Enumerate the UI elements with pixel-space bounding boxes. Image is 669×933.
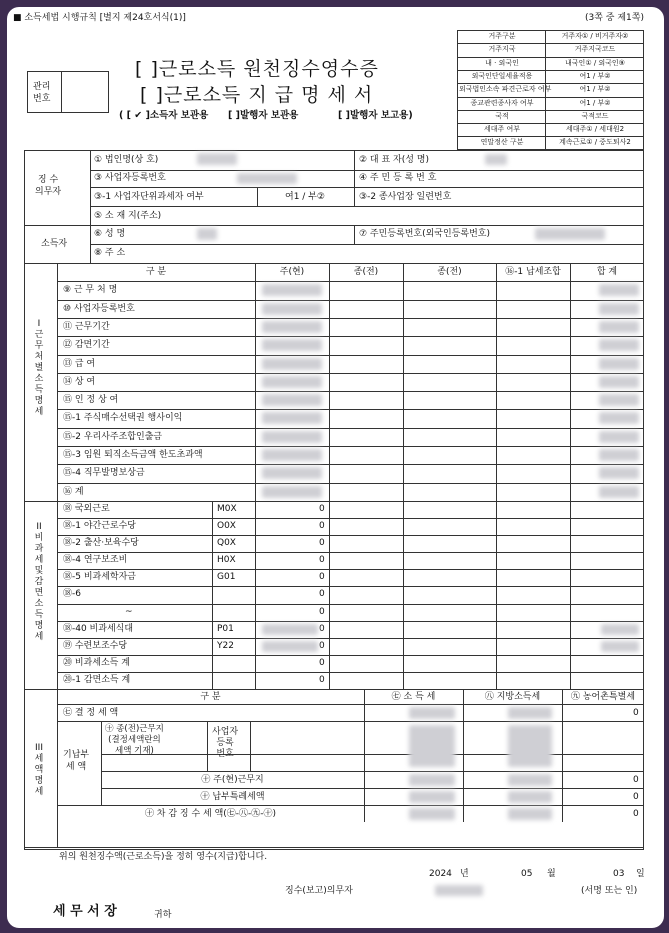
income-row-label: ⑩ 사업자등록번호 (63, 303, 135, 314)
nontax-row-label: ~ (125, 606, 133, 617)
residency-label: 외국인단일세율적용 (471, 71, 533, 80)
mgmt-label: 관리 번호 (33, 82, 51, 104)
nontax-section-label: II 비과세및감면소득명세 (34, 522, 44, 642)
nontax-zero: 0 (319, 521, 325, 531)
sub-biz-label: ③-2 종사업장 일련번호 (359, 192, 452, 202)
footer-statement: 위의 원천징수액(근로소득)을 정히 영수(지급)합니다. (59, 852, 268, 862)
nontax-row-code: G01 (217, 572, 236, 583)
nontax-row-code: P01 (217, 623, 234, 634)
copy-payer: [ ]발행자 보관용 (228, 110, 299, 121)
unit-tax-label: ③-1 사업자단위과세자 여부 (94, 192, 204, 202)
income-row-label: ⑮-2 우리사주조합인출금 (63, 431, 163, 442)
nontax-row-code: M0X (217, 503, 237, 514)
residency-label: 거주지국 (488, 45, 516, 54)
footer-payer-label: 징수(보고)의무자 (285, 886, 353, 896)
residency-value: 국적코드 (581, 111, 609, 120)
special-tax-label: ㊉ 납부특례세액 (200, 792, 265, 802)
income-header: 구 분 (145, 267, 167, 277)
nontax-row-label: ⑱-1 야간근로수당 (63, 521, 136, 531)
income-row-label: ⑯ 계 (63, 486, 84, 497)
nontax-row-label: ⑱-5 비과세학자금 (63, 572, 136, 583)
residency-label: 국적 (495, 111, 509, 120)
residency-label: 연말정산 구분 (480, 138, 524, 147)
income-header: 합 계 (596, 267, 618, 277)
footer-month-unit: 월 (547, 869, 556, 879)
biz-reg-label: 사업자 등록 번호 (212, 727, 239, 759)
regulation-text: ■ 소득세법 시행규칙 [별지 제24호서식(1)] (13, 13, 186, 23)
tax-header-local: ㊇ 지방소득세 (484, 692, 541, 702)
footer-day: 03 (613, 869, 625, 879)
residency-label: 세대주 여부 (483, 125, 521, 134)
tax-header-income: ㊆ 소 득 세 (391, 692, 436, 702)
payer-resident-no-label: ④ 주 민 등 록 번 호 (359, 173, 437, 183)
income-row-label: ⑮-4 직무발명보상금 (63, 468, 145, 479)
copy-report: [ ]발행자 보고용) (338, 110, 413, 121)
rep-name-label: ② 대 표 자(성 명) (359, 155, 430, 165)
nontax-zero: 0 (319, 674, 325, 685)
nontax-row-code: Y22 (217, 640, 234, 651)
residency-label: 외국법인소속 파견근로자 여부 (459, 85, 552, 94)
footer-day-unit: 일 (636, 869, 645, 879)
page-count: (3쪽 중 제1쪽) (585, 13, 644, 23)
title-receipt: [ ]근로소득 원천징수영수증 (135, 58, 379, 80)
tax-header-rural: ㊈ 농어촌특별세 (570, 692, 636, 702)
nontax-row-code: H0X (217, 555, 236, 566)
nontax-zero: 0 (319, 589, 325, 600)
residency-value: 세대주① / 세대원2 (565, 125, 625, 134)
prepaid-tax-label: 기납부 세 액 (63, 750, 90, 772)
nontax-row-label: ⑱-40 비과세식대 (63, 623, 134, 634)
nontax-zero: 0 (319, 657, 325, 668)
nontax-row-code: O0X (217, 521, 236, 531)
diff-tax-label: ㊉ 차 감 징 수 세 액(㊆-㊇-㊈-㊉) (144, 809, 277, 819)
footer-month: 05 (521, 869, 533, 879)
nontax-row-label: ⑱-4 연구보조비 (63, 555, 128, 566)
tax-zero: 0 (633, 809, 639, 819)
income-header: 주(현) (279, 267, 305, 277)
nontax-row-code: Q0X (217, 538, 236, 549)
footer-year-unit: 년 (460, 869, 469, 879)
nontax-row-label: ⑱-6 (63, 589, 81, 600)
footer-year: 2024 (429, 869, 452, 879)
residency-label: 거주구분 (488, 32, 516, 40)
title-statement: [ ]근로소득 지 급 명 세 서 (140, 84, 374, 106)
nontax-zero: 0 (319, 503, 325, 514)
determined-tax-label: ㊆ 결 정 세 액 (63, 708, 119, 718)
nontax-zero: 0 (319, 538, 325, 549)
income-header: 종(전) (437, 267, 462, 277)
copy-earner: ( [ ✔ ]소득자 보관용 (119, 110, 209, 121)
residency-value: 거주지국코드 (574, 45, 616, 54)
nontax-row-label: ⑳-1 감면소득 계 (63, 674, 131, 685)
biz-no-label: ③ 사업자등록번호 (94, 173, 166, 183)
income-row-label: ⑮-1 주식매수선택권 행사이익 (63, 413, 183, 424)
tax-header-category: 구 분 (200, 692, 221, 702)
residency-label: 종교관련종사자 여부 (470, 98, 534, 107)
income-row-label: ⑪ 근무기간 (63, 321, 110, 332)
income-row-label: ⑫ 감면기간 (63, 340, 110, 351)
residency-value: 거주자① / 비거주자② (561, 32, 629, 40)
nontax-zero: 0 (319, 606, 325, 617)
nontax-row-label: ⑱-2 출산·보육수당 (63, 538, 139, 549)
income-section-label: I 근무처별소득명세 (34, 319, 44, 417)
nontax-row-label: ⑲ 수련보조수당 (63, 640, 128, 651)
nontax-row-label: ⑳ 비과세소득 계 (63, 657, 130, 668)
current-work-label: ㊉ 주(현)근무지 (201, 775, 264, 785)
residency-value: 여1 / 부② (579, 85, 611, 94)
tax-zero: 0 (633, 775, 639, 785)
residency-value: 계속근로① / 중도퇴사2 (559, 138, 631, 147)
nontax-zero: 0 (319, 572, 325, 583)
nontax-row-label: ⑱ 국외근로 (63, 503, 110, 514)
income-row-label: ⑭ 상 여 (63, 376, 96, 387)
nontax-zero: 0 (319, 555, 325, 566)
earner-resident-no-label: ⑦ 주민등록번호(외국인등록번호) (359, 229, 490, 239)
receipt-form (5, 5, 666, 930)
residency-value: 여1 / 부② (579, 98, 611, 107)
honorific: 귀하 (154, 910, 172, 920)
earner-name-label: ⑥ 성 명 (94, 229, 126, 239)
footer-sign-label: (서명 또는 인) (581, 886, 638, 896)
tax-office-label: 세 무 서 장 (53, 904, 117, 919)
earner-section-label: 소득자 (41, 239, 68, 249)
residency-value: 내국인① / 외국인⑨ (565, 58, 625, 67)
unit-tax-value: 여1 / 부② (285, 192, 325, 202)
nontax-zero: 0 (319, 640, 325, 651)
tax-section-label: III 세액명세 (34, 743, 44, 797)
payer-section-label: 징 수 의무자 (35, 175, 62, 197)
corp-name-label: ① 법인명(상 호) (94, 155, 159, 165)
earner-address-label: ⑧ 주 소 (94, 248, 126, 258)
tax-zero: 0 (633, 708, 639, 718)
residency-label: 내 · 외국인 (485, 58, 519, 67)
income-row-label: ⑮ 인 정 상 여 (63, 395, 119, 406)
payer-address-label: ⑤ 소 재 지(주소) (94, 211, 162, 221)
tax-zero: 0 (633, 792, 639, 802)
income-row-label: ⑮-3 임원 퇴직소득금액 한도초과액 (63, 450, 203, 460)
prev-work-label: ㊉ 종(전)근무지 (결정세액란의 세액 기재) (105, 724, 164, 756)
income-header: 종(전) (353, 267, 379, 277)
nontax-zero: 0 (319, 623, 325, 634)
income-header: ⑯-1 납세조합 (505, 267, 561, 277)
income-row-label: ⑬ 급 여 (63, 358, 96, 369)
income-row-label: ⑨ 근 무 처 명 (63, 285, 118, 296)
residency-value: 여1 / 부② (579, 71, 611, 80)
